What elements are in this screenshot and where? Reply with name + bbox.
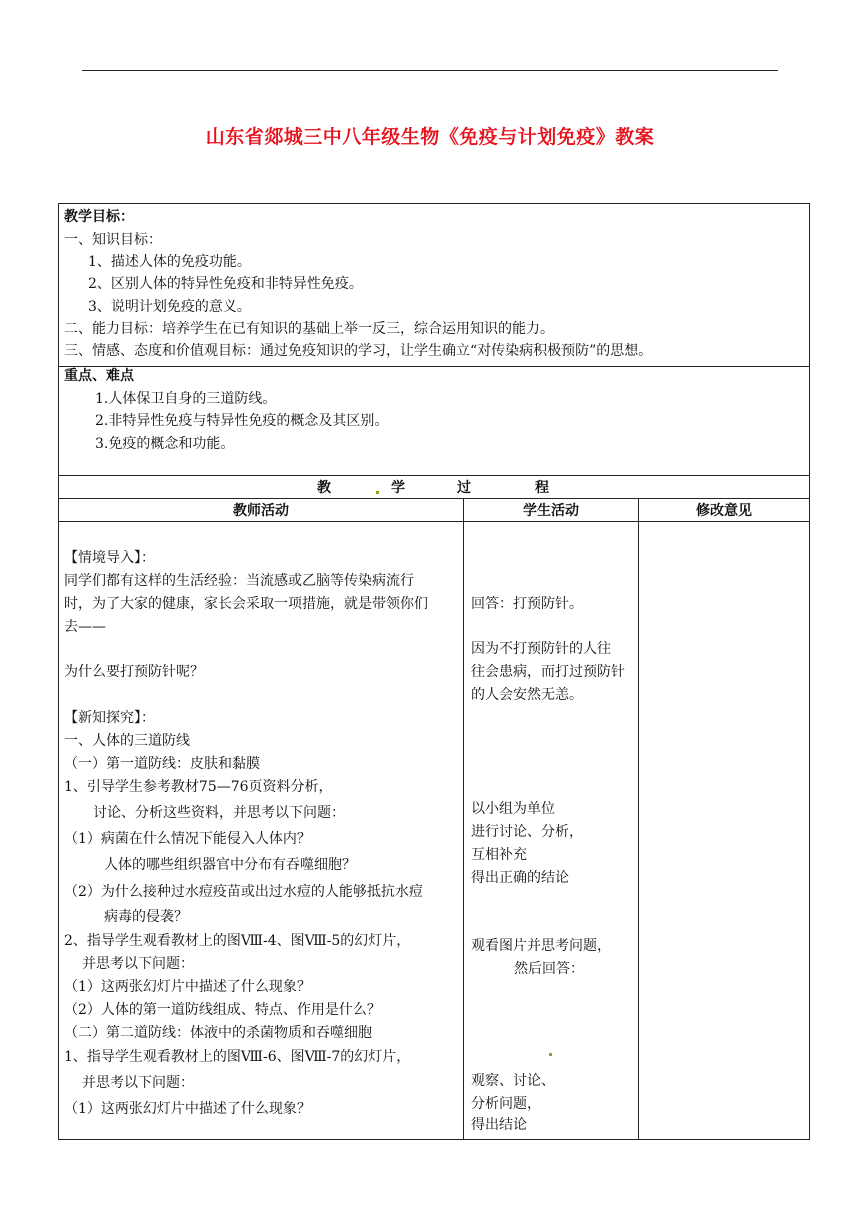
student-line: 分析问题， — [471, 1096, 541, 1112]
process-heading-char: 教 — [317, 480, 331, 496]
teacher-line: （二）第二道防线：体液中的杀菌物质和吞噬细胞 — [64, 1025, 372, 1041]
row-divider — [58, 498, 810, 499]
teacher-line: 同学们都有这样的生活经验：当流感或乙脑等传染病流行 — [64, 573, 414, 589]
teacher-line: 病毒的侵袭？ — [104, 909, 188, 925]
column-header-teacher: 教师活动 — [233, 503, 289, 519]
keypoints-heading: 重点、难点 — [64, 368, 134, 384]
objective-line: 2、区别人体的特异性免疫和非特异性免疫。 — [88, 276, 363, 292]
teacher-line: 为什么要打预防针呢？ — [64, 664, 204, 680]
teacher-line: （2）为什么接种过水痘疫苗或出过水痘的人能够抵抗水痘 — [64, 884, 423, 900]
teacher-line: 人体的哪些组织器官中分布有吞噬细胞？ — [104, 857, 356, 873]
objective-line: 二、能力目标：培养学生在已有知识的基础上举一反三，综合运用知识的能力。 — [64, 321, 554, 337]
teacher-line: （1）这两张幻灯片中描述了什么现象？ — [64, 979, 311, 995]
student-line: 然后回答： — [514, 961, 584, 977]
column-header-student: 学生活动 — [523, 503, 579, 519]
objective-line: 三、情感、态度和价值观目标：通过免疫知识的学习，让学生确立“对传染病积极预防”的思想。 — [64, 343, 653, 359]
student-line: 得出结论 — [471, 1117, 527, 1133]
teacher-line: （2）人体的第一道防线组成、特点、作用是什么？ — [64, 1002, 381, 1018]
teacher-line: 去—— — [64, 619, 106, 635]
row-divider — [58, 521, 810, 522]
teacher-line: 时，为了大家的健康，家长会采取一项措施，就是带领你们 — [64, 596, 428, 612]
student-line: 进行讨论、分析， — [471, 824, 583, 840]
document-title: 山东省郯城三中八年级生物《免疫与计划免疫》教案 — [205, 126, 655, 148]
objective-line: 一、知识目标： — [64, 232, 162, 248]
teacher-line: （一）第一道防线：皮肤和黏膜 — [64, 756, 260, 772]
teacher-line: 1、引导学生参考教材75—76页资料分析， — [64, 779, 333, 795]
stray-mark — [549, 1053, 552, 1056]
objectives-heading: 教学目标： — [64, 209, 134, 225]
process-heading-char: 程 — [535, 480, 549, 496]
row-divider — [58, 366, 810, 367]
objective-line: 3、说明计划免疫的意义。 — [88, 299, 251, 315]
student-line: 的人会安然无恙。 — [471, 687, 583, 703]
teacher-line: （1）病菌在什么情况下能侵入人体内？ — [64, 831, 311, 847]
column-divider — [638, 498, 639, 1140]
keypoint-line: 1.人体保卫自身的三道防线。 — [95, 391, 277, 407]
student-line: 互相补充 — [471, 847, 527, 863]
teacher-line: 并思考以下问题： — [82, 1075, 194, 1091]
column-divider — [463, 498, 464, 1140]
teacher-line: 并思考以下问题： — [82, 956, 194, 972]
stray-mark — [376, 491, 379, 494]
student-line: 往会患病，而打过预防针 — [471, 664, 625, 680]
teacher-line: 一、人体的三道防线 — [64, 733, 190, 749]
process-heading-char: 学 — [391, 480, 405, 496]
student-line: 得出正确的结论 — [471, 870, 569, 886]
teacher-line: 1、指导学生观看教材上的图Ⅷ-6、图Ⅷ-7的幻灯片， — [64, 1049, 411, 1065]
column-header-notes: 修改意见 — [696, 503, 752, 519]
student-line: 因为不打预防针的人往 — [471, 641, 611, 657]
keypoint-line: 3.免疫的概念和功能。 — [95, 436, 235, 452]
row-divider — [58, 475, 810, 476]
process-heading-char: 过 — [457, 480, 471, 496]
teacher-line: 2、指导学生观看教材上的图Ⅷ-4、图Ⅷ-5的幻灯片， — [64, 933, 411, 949]
keypoint-line: 2.非特异性免疫与特异性免疫的概念及其区别。 — [95, 413, 389, 429]
student-line: 观察、讨论、 — [471, 1073, 555, 1089]
teacher-line: 讨论、分析这些资料，并思考以下问题： — [93, 805, 345, 821]
teacher-line: （1）这两张幻灯片中描述了什么现象？ — [64, 1101, 311, 1117]
teacher-line: 【新知探究】： — [64, 710, 155, 726]
student-line: 回答：打预防针。 — [471, 596, 583, 612]
student-line: 以小组为单位 — [471, 801, 555, 817]
header-rule — [82, 70, 778, 71]
student-line: 观看图片并思考问题， — [471, 938, 611, 954]
objective-line: 1、描述人体的免疫功能。 — [88, 254, 251, 270]
teacher-line: 【情境导入】： — [64, 550, 155, 566]
